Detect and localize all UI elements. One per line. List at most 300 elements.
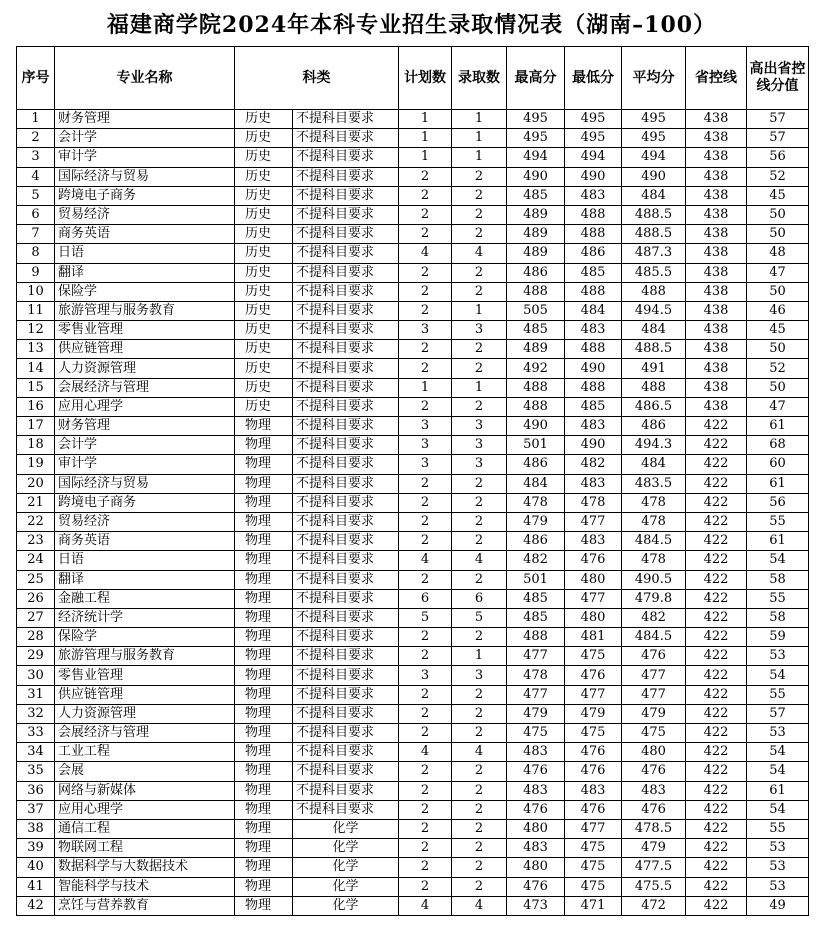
cell-control-line: 438 [686, 340, 747, 359]
cell-max-score: 476 [507, 877, 565, 896]
cell-avg-score: 476 [622, 800, 686, 819]
cell-min-score: 490 [565, 167, 622, 186]
cell-plan: 4 [399, 896, 452, 915]
cell-admitted: 2 [452, 205, 507, 224]
cell-avg-score: 478 [622, 512, 686, 531]
cell-above-control: 57 [747, 110, 809, 129]
cell-requirement: 不提科目要求 [293, 532, 399, 551]
table-row [17, 589, 809, 608]
cell-admitted: 1 [452, 110, 507, 129]
cell-above-control: 45 [747, 321, 809, 340]
cell-seq: 19 [17, 455, 55, 474]
cell-admitted: 2 [452, 724, 507, 743]
cell-control-line: 422 [686, 570, 747, 589]
cell-min-score: 485 [565, 397, 622, 416]
cell-control-line: 438 [686, 148, 747, 167]
cell-plan: 2 [399, 340, 452, 359]
cell-avg-score: 479 [622, 839, 686, 858]
header-above-control: 高出省控线分值 [747, 47, 809, 110]
cell-control-line: 422 [686, 858, 747, 877]
cell-max-score: 480 [507, 858, 565, 877]
cell-admitted: 2 [452, 263, 507, 282]
cell-major: 烹饪与营养教育 [55, 896, 235, 915]
cell-admitted: 5 [452, 608, 507, 627]
cell-above-control: 61 [747, 474, 809, 493]
cell-control-line: 422 [686, 551, 747, 570]
cell-plan: 4 [399, 244, 452, 263]
cell-max-score: 490 [507, 417, 565, 436]
cell-avg-score: 490 [622, 167, 686, 186]
cell-seq: 34 [17, 743, 55, 762]
cell-seq: 9 [17, 263, 55, 282]
cell-plan: 3 [399, 666, 452, 685]
cell-plan: 2 [399, 685, 452, 704]
cell-avg-score: 484 [622, 186, 686, 205]
cell-subject: 物理 [235, 839, 293, 858]
cell-major: 应用心理学 [55, 397, 235, 416]
table-row [17, 704, 809, 723]
cell-major: 旅游管理与服务教育 [55, 647, 235, 666]
cell-admitted: 3 [452, 417, 507, 436]
header-min-score: 最低分 [565, 47, 622, 110]
cell-subject: 历史 [235, 148, 293, 167]
cell-avg-score: 483 [622, 781, 686, 800]
cell-above-control: 55 [747, 589, 809, 608]
cell-seq: 17 [17, 417, 55, 436]
cell-control-line: 422 [686, 493, 747, 512]
cell-requirement: 不提科目要求 [293, 589, 399, 608]
cell-major: 经济统计学 [55, 608, 235, 627]
cell-seq: 23 [17, 532, 55, 551]
cell-avg-score: 477 [622, 685, 686, 704]
cell-subject: 历史 [235, 110, 293, 129]
cell-seq: 3 [17, 148, 55, 167]
table-row [17, 493, 809, 512]
cell-control-line: 422 [686, 608, 747, 627]
table-row [17, 148, 809, 167]
cell-requirement: 不提科目要求 [293, 186, 399, 205]
cell-avg-score: 491 [622, 359, 686, 378]
cell-plan: 2 [399, 493, 452, 512]
cell-above-control: 58 [747, 570, 809, 589]
cell-above-control: 61 [747, 781, 809, 800]
cell-admitted: 2 [452, 781, 507, 800]
cell-major: 会计学 [55, 129, 235, 148]
cell-major: 会计学 [55, 436, 235, 455]
cell-requirement: 不提科目要求 [293, 666, 399, 685]
table-row [17, 378, 809, 397]
cell-above-control: 58 [747, 608, 809, 627]
cell-avg-score: 475.5 [622, 877, 686, 896]
cell-major: 日语 [55, 244, 235, 263]
cell-max-score: 486 [507, 263, 565, 282]
cell-major: 商务英语 [55, 225, 235, 244]
cell-max-score: 476 [507, 762, 565, 781]
cell-plan: 2 [399, 167, 452, 186]
cell-subject: 历史 [235, 244, 293, 263]
cell-min-score: 477 [565, 589, 622, 608]
cell-above-control: 61 [747, 532, 809, 551]
cell-avg-score: 487.3 [622, 244, 686, 263]
cell-max-score: 483 [507, 839, 565, 858]
cell-control-line: 422 [686, 512, 747, 531]
cell-major: 工业工程 [55, 743, 235, 762]
cell-avg-score: 479 [622, 704, 686, 723]
cell-requirement: 不提科目要求 [293, 167, 399, 186]
cell-major: 财务管理 [55, 417, 235, 436]
cell-max-score: 485 [507, 608, 565, 627]
cell-avg-score: 484.5 [622, 628, 686, 647]
cell-max-score: 495 [507, 129, 565, 148]
cell-control-line: 438 [686, 301, 747, 320]
cell-plan: 2 [399, 704, 452, 723]
table-row [17, 474, 809, 493]
cell-control-line: 438 [686, 110, 747, 129]
cell-above-control: 49 [747, 896, 809, 915]
cell-admitted: 3 [452, 666, 507, 685]
table-row [17, 244, 809, 263]
cell-above-control: 61 [747, 417, 809, 436]
cell-seq: 5 [17, 186, 55, 205]
cell-seq: 1 [17, 110, 55, 129]
cell-min-score: 476 [565, 743, 622, 762]
cell-plan: 2 [399, 877, 452, 896]
cell-plan: 3 [399, 436, 452, 455]
cell-above-control: 52 [747, 167, 809, 186]
cell-plan: 2 [399, 225, 452, 244]
cell-avg-score: 494.5 [622, 301, 686, 320]
cell-max-score: 489 [507, 340, 565, 359]
cell-min-score: 476 [565, 800, 622, 819]
table-header [17, 47, 809, 110]
cell-major: 旅游管理与服务教育 [55, 301, 235, 320]
cell-plan: 3 [399, 417, 452, 436]
cell-seq: 41 [17, 877, 55, 896]
cell-above-control: 50 [747, 340, 809, 359]
cell-requirement: 不提科目要求 [293, 762, 399, 781]
cell-requirement: 不提科目要求 [293, 244, 399, 263]
cell-plan: 2 [399, 858, 452, 877]
cell-min-score: 485 [565, 263, 622, 282]
cell-admitted: 3 [452, 321, 507, 340]
cell-admitted: 2 [452, 397, 507, 416]
cell-admitted: 2 [452, 167, 507, 186]
cell-above-control: 55 [747, 685, 809, 704]
cell-max-score: 494 [507, 148, 565, 167]
cell-min-score: 471 [565, 896, 622, 915]
cell-max-score: 501 [507, 436, 565, 455]
cell-max-score: 492 [507, 359, 565, 378]
cell-plan: 2 [399, 647, 452, 666]
cell-requirement: 化学 [293, 819, 399, 838]
cell-min-score: 483 [565, 186, 622, 205]
cell-plan: 2 [399, 397, 452, 416]
cell-requirement: 不提科目要求 [293, 724, 399, 743]
table-row [17, 512, 809, 531]
cell-avg-score: 494.3 [622, 436, 686, 455]
cell-above-control: 54 [747, 551, 809, 570]
cell-seq: 16 [17, 397, 55, 416]
cell-avg-score: 478 [622, 493, 686, 512]
table-row [17, 301, 809, 320]
table-body [17, 110, 809, 916]
header-admitted: 录取数 [452, 47, 507, 110]
table-row [17, 743, 809, 762]
cell-max-score: 482 [507, 551, 565, 570]
cell-control-line: 438 [686, 244, 747, 263]
cell-seq: 25 [17, 570, 55, 589]
cell-min-score: 475 [565, 647, 622, 666]
cell-above-control: 52 [747, 359, 809, 378]
cell-requirement: 不提科目要求 [293, 781, 399, 800]
cell-max-score: 475 [507, 724, 565, 743]
cell-max-score: 489 [507, 244, 565, 263]
header-major: 专业名称 [55, 47, 235, 110]
cell-plan: 3 [399, 455, 452, 474]
cell-subject: 物理 [235, 647, 293, 666]
header-control-line: 省控线 [686, 47, 747, 110]
cell-seq: 31 [17, 685, 55, 704]
cell-above-control: 54 [747, 800, 809, 819]
cell-above-control: 60 [747, 455, 809, 474]
cell-subject: 历史 [235, 205, 293, 224]
cell-min-score: 480 [565, 570, 622, 589]
cell-major: 应用心理学 [55, 800, 235, 819]
cell-min-score: 488 [565, 282, 622, 301]
cell-plan: 2 [399, 570, 452, 589]
cell-min-score: 478 [565, 493, 622, 512]
cell-seq: 33 [17, 724, 55, 743]
cell-min-score: 483 [565, 532, 622, 551]
cell-avg-score: 488 [622, 378, 686, 397]
cell-major: 日语 [55, 551, 235, 570]
cell-subject: 物理 [235, 762, 293, 781]
cell-admitted: 2 [452, 839, 507, 858]
cell-min-score: 490 [565, 359, 622, 378]
cell-min-score: 475 [565, 877, 622, 896]
cell-subject: 物理 [235, 589, 293, 608]
cell-above-control: 54 [747, 762, 809, 781]
cell-control-line: 422 [686, 704, 747, 723]
cell-admitted: 4 [452, 743, 507, 762]
cell-admitted: 3 [452, 455, 507, 474]
cell-control-line: 422 [686, 685, 747, 704]
cell-requirement: 化学 [293, 877, 399, 896]
cell-avg-score: 484 [622, 321, 686, 340]
cell-plan: 2 [399, 186, 452, 205]
cell-requirement: 不提科目要求 [293, 129, 399, 148]
cell-control-line: 422 [686, 800, 747, 819]
cell-avg-score: 488.5 [622, 205, 686, 224]
cell-max-score: 483 [507, 781, 565, 800]
table-row [17, 608, 809, 627]
cell-min-score: 483 [565, 474, 622, 493]
cell-plan: 1 [399, 378, 452, 397]
cell-above-control: 56 [747, 493, 809, 512]
cell-requirement: 化学 [293, 858, 399, 877]
cell-plan: 5 [399, 608, 452, 627]
cell-plan: 2 [399, 800, 452, 819]
cell-seq: 4 [17, 167, 55, 186]
cell-admitted: 2 [452, 186, 507, 205]
cell-control-line: 422 [686, 781, 747, 800]
cell-min-score: 476 [565, 762, 622, 781]
cell-major: 翻译 [55, 570, 235, 589]
cell-max-score: 485 [507, 186, 565, 205]
cell-avg-score: 488.5 [622, 340, 686, 359]
table-row [17, 110, 809, 129]
cell-max-score: 501 [507, 570, 565, 589]
table-row [17, 532, 809, 551]
cell-admitted: 2 [452, 877, 507, 896]
cell-subject: 物理 [235, 800, 293, 819]
cell-above-control: 54 [747, 666, 809, 685]
cell-major: 通信工程 [55, 819, 235, 838]
cell-plan: 4 [399, 743, 452, 762]
cell-admitted: 2 [452, 474, 507, 493]
cell-major: 财务管理 [55, 110, 235, 129]
cell-avg-score: 488.5 [622, 225, 686, 244]
cell-above-control: 50 [747, 378, 809, 397]
cell-major: 网络与新媒体 [55, 781, 235, 800]
cell-max-score: 488 [507, 378, 565, 397]
cell-subject: 物理 [235, 512, 293, 531]
cell-subject: 历史 [235, 301, 293, 320]
cell-control-line: 422 [686, 417, 747, 436]
cell-seq: 13 [17, 340, 55, 359]
cell-min-score: 476 [565, 666, 622, 685]
cell-avg-score: 475 [622, 724, 686, 743]
cell-requirement: 化学 [293, 839, 399, 858]
cell-subject: 物理 [235, 417, 293, 436]
cell-avg-score: 484 [622, 455, 686, 474]
cell-plan: 1 [399, 129, 452, 148]
cell-admitted: 6 [452, 589, 507, 608]
cell-avg-score: 477 [622, 666, 686, 685]
cell-min-score: 488 [565, 205, 622, 224]
cell-subject: 历史 [235, 167, 293, 186]
cell-max-score: 505 [507, 301, 565, 320]
cell-major: 保险学 [55, 628, 235, 647]
cell-subject: 物理 [235, 551, 293, 570]
table-row [17, 186, 809, 205]
cell-avg-score: 477.5 [622, 858, 686, 877]
cell-max-score: 483 [507, 743, 565, 762]
cell-above-control: 50 [747, 225, 809, 244]
cell-control-line: 422 [686, 819, 747, 838]
cell-max-score: 473 [507, 896, 565, 915]
cell-min-score: 477 [565, 512, 622, 531]
cell-avg-score: 476 [622, 647, 686, 666]
table-row [17, 321, 809, 340]
cell-subject: 历史 [235, 340, 293, 359]
cell-admitted: 2 [452, 628, 507, 647]
cell-avg-score: 483.5 [622, 474, 686, 493]
cell-max-score: 479 [507, 704, 565, 723]
cell-control-line: 422 [686, 532, 747, 551]
table-row [17, 205, 809, 224]
cell-seq: 26 [17, 589, 55, 608]
cell-major: 贸易经济 [55, 205, 235, 224]
cell-max-score: 479 [507, 512, 565, 531]
cell-max-score: 495 [507, 110, 565, 129]
cell-min-score: 495 [565, 129, 622, 148]
cell-subject: 物理 [235, 819, 293, 838]
cell-requirement: 化学 [293, 896, 399, 915]
table-row [17, 436, 809, 455]
cell-min-score: 482 [565, 455, 622, 474]
header-category: 科类 [235, 47, 399, 110]
cell-control-line: 422 [686, 628, 747, 647]
cell-subject: 历史 [235, 263, 293, 282]
cell-plan: 1 [399, 148, 452, 167]
cell-requirement: 不提科目要求 [293, 704, 399, 723]
cell-major: 会展经济与管理 [55, 378, 235, 397]
cell-subject: 物理 [235, 666, 293, 685]
cell-control-line: 438 [686, 167, 747, 186]
cell-subject: 物理 [235, 858, 293, 877]
cell-seq: 2 [17, 129, 55, 148]
cell-seq: 39 [17, 839, 55, 858]
cell-above-control: 45 [747, 186, 809, 205]
cell-above-control: 48 [747, 244, 809, 263]
cell-control-line: 438 [686, 129, 747, 148]
table-row [17, 417, 809, 436]
table-row [17, 839, 809, 858]
cell-subject: 物理 [235, 685, 293, 704]
table-row [17, 455, 809, 474]
cell-requirement: 不提科目要求 [293, 512, 399, 531]
cell-major: 数据科学与大数据技术 [55, 858, 235, 877]
cell-subject: 物理 [235, 704, 293, 723]
cell-subject: 历史 [235, 225, 293, 244]
cell-admitted: 1 [452, 378, 507, 397]
cell-min-score: 486 [565, 244, 622, 263]
cell-above-control: 47 [747, 397, 809, 416]
cell-control-line: 438 [686, 359, 747, 378]
cell-min-score: 483 [565, 321, 622, 340]
cell-avg-score: 490.5 [622, 570, 686, 589]
table-row [17, 858, 809, 877]
cell-min-score: 488 [565, 378, 622, 397]
cell-min-score: 476 [565, 551, 622, 570]
cell-seq: 8 [17, 244, 55, 263]
cell-requirement: 不提科目要求 [293, 474, 399, 493]
cell-avg-score: 495 [622, 110, 686, 129]
cell-admitted: 3 [452, 436, 507, 455]
cell-avg-score: 480 [622, 743, 686, 762]
cell-plan: 6 [399, 589, 452, 608]
table-row [17, 340, 809, 359]
cell-above-control: 56 [747, 148, 809, 167]
cell-min-score: 495 [565, 110, 622, 129]
cell-above-control: 55 [747, 512, 809, 531]
cell-plan: 2 [399, 628, 452, 647]
cell-avg-score: 488 [622, 282, 686, 301]
cell-requirement: 不提科目要求 [293, 301, 399, 320]
cell-requirement: 不提科目要求 [293, 647, 399, 666]
table-row [17, 762, 809, 781]
cell-seq: 36 [17, 781, 55, 800]
table-row [17, 282, 809, 301]
cell-requirement: 不提科目要求 [293, 397, 399, 416]
cell-major: 审计学 [55, 455, 235, 474]
cell-plan: 4 [399, 551, 452, 570]
header-seq: 序号 [17, 47, 55, 110]
cell-seq: 12 [17, 321, 55, 340]
cell-seq: 10 [17, 282, 55, 301]
cell-seq: 40 [17, 858, 55, 877]
